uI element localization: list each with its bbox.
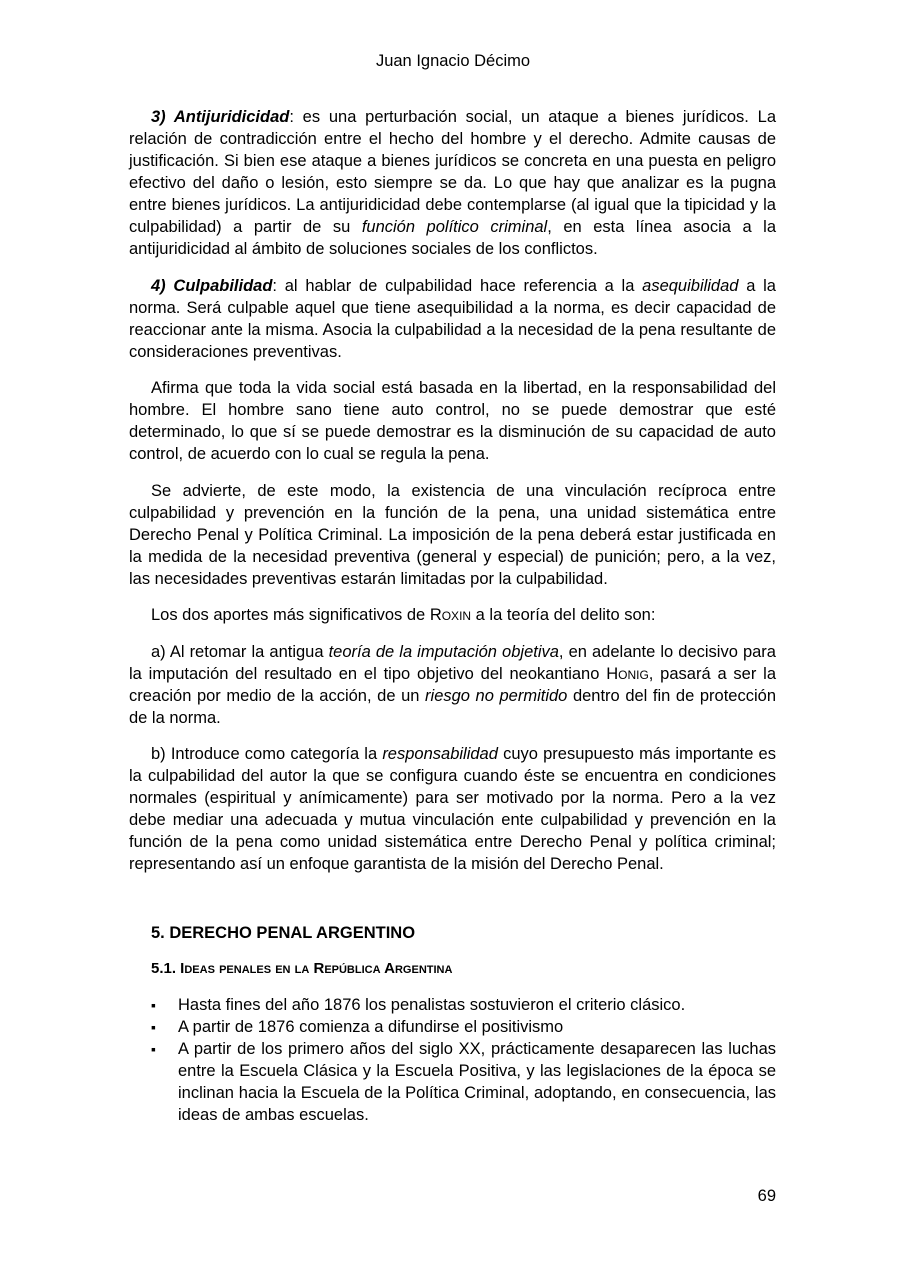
paragraph-culpabilidad: 4) Culpabilidad: al hablar de culpabilidad hace referencia a la asequibilidad a la norma. Será culpable aquel que tiene asequibilidad a la norma, es decir capacidad de reaccionar ante la misma. Asocia la culpabilidad a la necesidad de la pena resultante de consideraciones preventivas. — [129, 276, 776, 361]
term-culpabilidad: 4) Culpabilidad — [151, 276, 273, 295]
paragraph-aporte-b: b) Introduce como categoría la responsabilidad cuyo presupuesto más importante es la culpabilidad del autor la que se configura cuando éste se encuentra en condiciones normales (espiritual y anímicamente) para ser motivado por la norma. Pero a la vez debe mediar una adecuada y mutua vinculación ente culpabilidad y prevención en la función de la pena como unidad sistemática entre Derecho Penal y política criminal; representando así un enfoque garantista de la misión del Derecho Penal. — [129, 745, 776, 873]
bullet-list — [129, 994, 776, 1126]
term-antijuridicidad: 3) Antijuridicidad — [151, 108, 290, 126]
list-item: ▪ Hasta fines del año 1876 los penalistas sostuvieron el criterio clásico. — [178, 994, 776, 1016]
paragraph-vinculacion: Se advierte, de este modo, la existencia de una vinculación recíproca entre culpabilidad y prevención en la función de la pena, una unidad sistemática entre Derecho Penal y Política Criminal. La imposición de la pena deberá estar justificada en la medida de la necesidad preventiva (general y especial) de punición; pero, a la vez, las necesidades preventivas estarán limitadas por la culpabilidad. — [129, 481, 776, 588]
page-body — [129, 106, 776, 1126]
paragraph-aportes-roxin: Los dos aportes más significativos de Roxin a la teoría del delito son: — [151, 606, 656, 624]
list-item: ▪ A partir de 1876 comienza a difundirse el positivismo — [178, 1016, 776, 1038]
section-heading: 5. DERECHO PENAL ARGENTINO — [151, 924, 416, 942]
list-item: ▪ A partir de los primero años del siglo XX, prácticamente desaparecen las luchas entre la Escuela Clásica y la Escuela Positiva, y las legislaciones de la época se inclinan hacia la Escuela de la Política Criminal, adoptando, en consecuencia, las ideas de ambas escuelas. — [178, 1038, 776, 1126]
running-header: Juan Ignacio Décimo — [375, 52, 531, 70]
paragraph-antijuridicidad: 3) Antijuridicidad: es una perturbación social, un ataque a bienes jurídicos. La relación de contradicción entre el hecho del hombre y el derecho. Admite causas de justificación. Si bien ese ataque a bienes jurídicos se concreta en una puesta en peligro efectivo del daño o lesión, esto siempre se da. Lo que hay que analizar es la pugna entre bienes jurídicos. La antijuridicidad debe contemplarse (al igual que la tipicidad y la culpabilidad) a partir de su función político criminal, en esta línea asocia a la antijuridicidad al ámbito de soluciones sociales de los conflictos. — [129, 108, 776, 258]
author-name-roxin: Roxin — [429, 606, 472, 624]
author-name-honig: Honig — [606, 664, 649, 683]
paragraph-aporte-a: a) Al retomar la antigua teoría de la imputación objetiva, en adelante lo decisivo para la imputación del resultado en el tipo objetivo del neokantiano Honig, pasará a ser la creación por medio de la acción, de un riesgo no permitido dentro del fin de protección de la norma. — [129, 642, 776, 727]
page-number: 69 — [757, 1187, 776, 1205]
subsection-heading: 5.1. Ideas penales en la República Argentina — [151, 960, 453, 977]
paragraph-vida-social: Afirma que toda la vida social está basada en la libertad, en la responsabilidad del hombre. El hombre sano tiene auto control, no se puede demostrar que esté determinado, lo que sí se puede demostrar es la disminución de su capacidad de auto control, de acuerdo con lo cual se regula la pena. — [129, 379, 776, 463]
